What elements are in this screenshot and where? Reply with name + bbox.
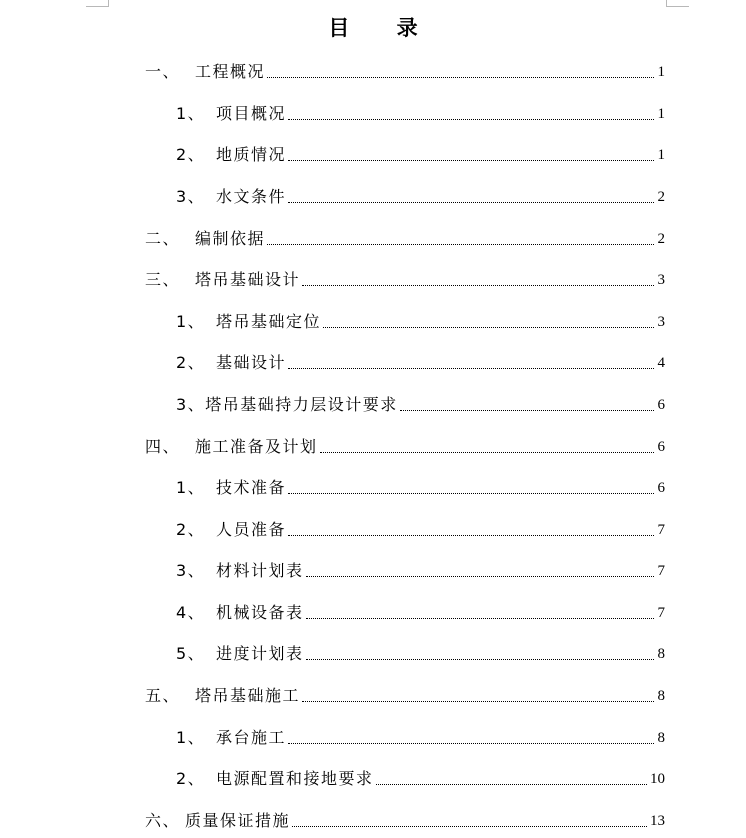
toc-entry-page: 10 xyxy=(650,771,665,787)
toc-entry-page: 13 xyxy=(650,813,665,829)
toc-entry-page: 6 xyxy=(657,397,665,413)
toc-entry-page: 6 xyxy=(657,439,665,455)
toc-dot-leader xyxy=(306,617,654,619)
toc-entry[interactable] xyxy=(176,472,665,498)
toc-entry-number: 1、 xyxy=(176,478,206,497)
toc-entry-page: 8 xyxy=(657,730,665,746)
toc-entry-number: 三、 xyxy=(145,270,181,289)
toc-entry[interactable] xyxy=(145,680,665,706)
toc-entry[interactable] xyxy=(145,223,665,249)
toc-entry-number: 1、 xyxy=(176,312,206,331)
toc-entry-text: 材料计划表 xyxy=(216,561,304,580)
toc-entry[interactable] xyxy=(176,139,665,165)
toc-entry-page: 2 xyxy=(657,231,665,247)
toc-dot-leader xyxy=(288,367,654,369)
toc-entry-number: 六、 xyxy=(145,811,181,830)
toc-entry-number: 3、 xyxy=(176,561,206,580)
toc-title: 目 录 xyxy=(328,16,438,40)
toc-entry-text: 塔吊基础定位 xyxy=(216,312,322,331)
toc-entry-number: 四、 xyxy=(145,437,181,456)
toc-entry[interactable] xyxy=(145,805,665,831)
toc-entry-page: 7 xyxy=(657,605,665,621)
toc-entry-number: 1、 xyxy=(176,104,206,123)
toc-entry[interactable] xyxy=(176,763,665,789)
toc-entry-text: 编制依据 xyxy=(195,229,266,248)
toc-entry[interactable] xyxy=(176,597,665,623)
toc-entry-text: 塔吊基础持力层设计要求 xyxy=(205,395,398,414)
toc-entry-page: 1 xyxy=(657,147,665,163)
toc-entry-number: 4、 xyxy=(176,603,206,622)
toc-entry-text: 人员准备 xyxy=(216,520,287,539)
toc-entry-text: 电源配置和接地要求 xyxy=(216,769,374,788)
toc-entry-text: 施工准备及计划 xyxy=(195,437,318,456)
toc-dot-leader xyxy=(267,76,654,78)
toc-entry-number: 2、 xyxy=(176,769,206,788)
toc-entry[interactable] xyxy=(176,555,665,581)
toc-entry[interactable] xyxy=(176,347,665,373)
toc-entry[interactable] xyxy=(145,264,665,290)
toc-entry-number: 2、 xyxy=(176,145,206,164)
toc-entry-page: 4 xyxy=(657,355,665,371)
toc-entry[interactable] xyxy=(176,181,665,207)
toc-entry-page: 8 xyxy=(657,688,665,704)
toc-entry-page: 3 xyxy=(657,314,665,330)
toc-entry-page: 3 xyxy=(657,272,665,288)
toc-entry[interactable] xyxy=(176,389,665,415)
toc-dot-leader xyxy=(288,201,654,203)
toc-dot-leader xyxy=(306,658,654,660)
toc-dot-leader xyxy=(288,742,654,744)
crop-mark-left xyxy=(86,0,109,7)
toc-dot-leader xyxy=(306,575,654,577)
toc-dot-leader xyxy=(288,492,654,494)
toc-entry-text: 工程概况 xyxy=(195,62,266,81)
toc-dot-leader xyxy=(288,118,654,120)
toc-entry-number: 2、 xyxy=(176,353,206,372)
toc-entry-number: 1、 xyxy=(176,728,206,747)
toc-entry-text: 项目概况 xyxy=(216,104,287,123)
toc-entry-page: 1 xyxy=(657,64,665,80)
toc-entry-page: 7 xyxy=(657,522,665,538)
toc-entry-number: 二、 xyxy=(145,229,181,248)
toc-entry-number: 3、 xyxy=(176,395,206,414)
toc-entry-text: 水文条件 xyxy=(216,187,287,206)
toc-entry[interactable] xyxy=(176,98,665,124)
toc-entry-text: 塔吊基础施工 xyxy=(195,686,301,705)
toc-dot-leader xyxy=(292,825,647,827)
toc-entry-number: 5、 xyxy=(176,644,206,663)
toc-dot-leader xyxy=(302,284,654,286)
toc-entry[interactable] xyxy=(145,431,665,457)
toc-entry-number: 2、 xyxy=(176,520,206,539)
toc-entry[interactable] xyxy=(176,722,665,748)
toc-entry-page: 2 xyxy=(657,189,665,205)
toc-dot-leader xyxy=(302,700,654,702)
toc-entry-text: 进度计划表 xyxy=(216,644,304,663)
toc-entry[interactable] xyxy=(145,56,665,82)
toc-dot-leader xyxy=(267,243,654,245)
toc-entry-text: 承台施工 xyxy=(216,728,287,747)
toc-dot-leader xyxy=(323,326,654,328)
toc-entry-number: 五、 xyxy=(145,686,181,705)
toc-entry-number: 一、 xyxy=(145,62,181,81)
toc-entry-text: 机械设备表 xyxy=(216,603,304,622)
toc-dot-leader xyxy=(376,783,647,785)
toc-entry[interactable] xyxy=(176,638,665,664)
toc-entry-page: 7 xyxy=(657,563,665,579)
toc-entry-text: 技术准备 xyxy=(216,478,287,497)
toc-entry[interactable] xyxy=(176,306,665,332)
toc-entry[interactable] xyxy=(176,514,665,540)
toc-dot-leader xyxy=(400,409,654,411)
toc-entry-page: 6 xyxy=(657,480,665,496)
crop-mark-right xyxy=(666,0,689,7)
toc-dot-leader xyxy=(320,451,654,453)
toc-dot-leader xyxy=(288,159,654,161)
toc-entry-page: 1 xyxy=(657,106,665,122)
toc-entry-number: 3、 xyxy=(176,187,206,206)
toc-entry-page: 8 xyxy=(657,646,665,662)
toc-entry-text: 质量保证措施 xyxy=(185,811,291,830)
toc-entry-text: 地质情况 xyxy=(216,145,287,164)
toc-dot-leader xyxy=(288,534,654,536)
toc-entry-text: 塔吊基础设计 xyxy=(195,270,301,289)
toc-entry-text: 基础设计 xyxy=(216,353,287,372)
